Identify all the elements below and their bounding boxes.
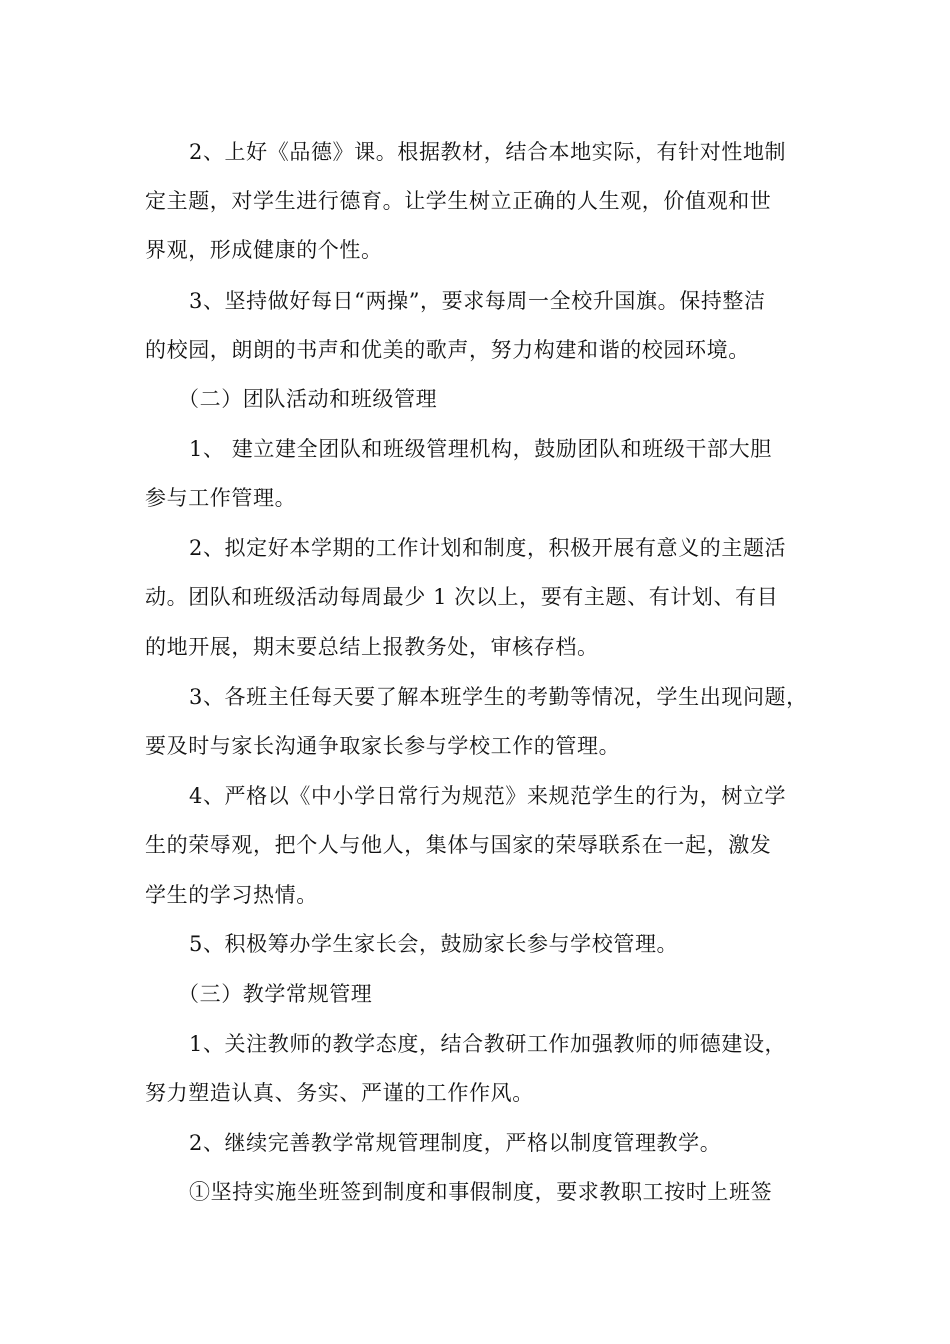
text-line: 3、坚持做好每日“两操”，要求每周一全校升国旗。保持整洁 — [189, 289, 766, 313]
text-line: 2、继续完善教学常规管理制度，严格以制度管理教学。 — [189, 1131, 722, 1155]
text-line: 动。团队和班级活动每周最少 1 次以上，要有主题、有计划、有目 — [145, 585, 779, 609]
text-line: 2、拟定好本学期的工作计划和制度，积极开展有意义的主题活 — [189, 536, 787, 560]
text-line: 4、严格以《中小学日常行为规范》来规范学生的行为，树立学 — [189, 784, 787, 808]
text-line: 定主题，对学生进行德育。让学生树立正确的人生观，价值观和世 — [145, 189, 772, 213]
text-line: 界观，形成健康的个性。 — [145, 238, 383, 262]
text-line: 1、关注教师的教学态度，结合教研工作加强教师的师德建设， — [189, 1032, 787, 1056]
text-line: 生的荣辱观，把个人与他人，集体与国家的荣辱联系在一起，激发 — [145, 833, 772, 857]
section-heading: （三）教学常规管理 — [178, 982, 373, 1006]
text-line: 学生的学习热情。 — [145, 883, 318, 907]
text-line: 5、积极筹办学生家长会，鼓励家长参与学校管理。 — [189, 932, 679, 956]
text-line: 2、上好《品德》课。根据教材，结合本地实际，有针对性地制 — [189, 140, 787, 164]
text-line: 参与工作管理。 — [145, 486, 297, 510]
text-line: 要及时与家长沟通争取家长参与学校工作的管理。 — [145, 734, 621, 758]
text-line: 的校园，朗朗的书声和优美的歌声，努力构建和谐的校园环境。 — [145, 338, 750, 362]
text-line: 努力塑造认真、务实、严谨的工作作风。 — [145, 1081, 534, 1105]
text-line: 1、 建立建全团队和班级管理机构，鼓励团队和班级干部大胆 — [189, 437, 772, 461]
text-line: 的地开展，期末要总结上报教务处，审核存档。 — [145, 635, 599, 659]
text-line: ①坚持实施坐班签到制度和事假制度，要求教职工按时上班签 — [189, 1180, 773, 1204]
section-heading: （二）团队活动和班级管理 — [178, 387, 438, 411]
text-line: 3、各班主任每天要了解本班学生的考勤等情况，学生出现问题， — [189, 685, 808, 709]
